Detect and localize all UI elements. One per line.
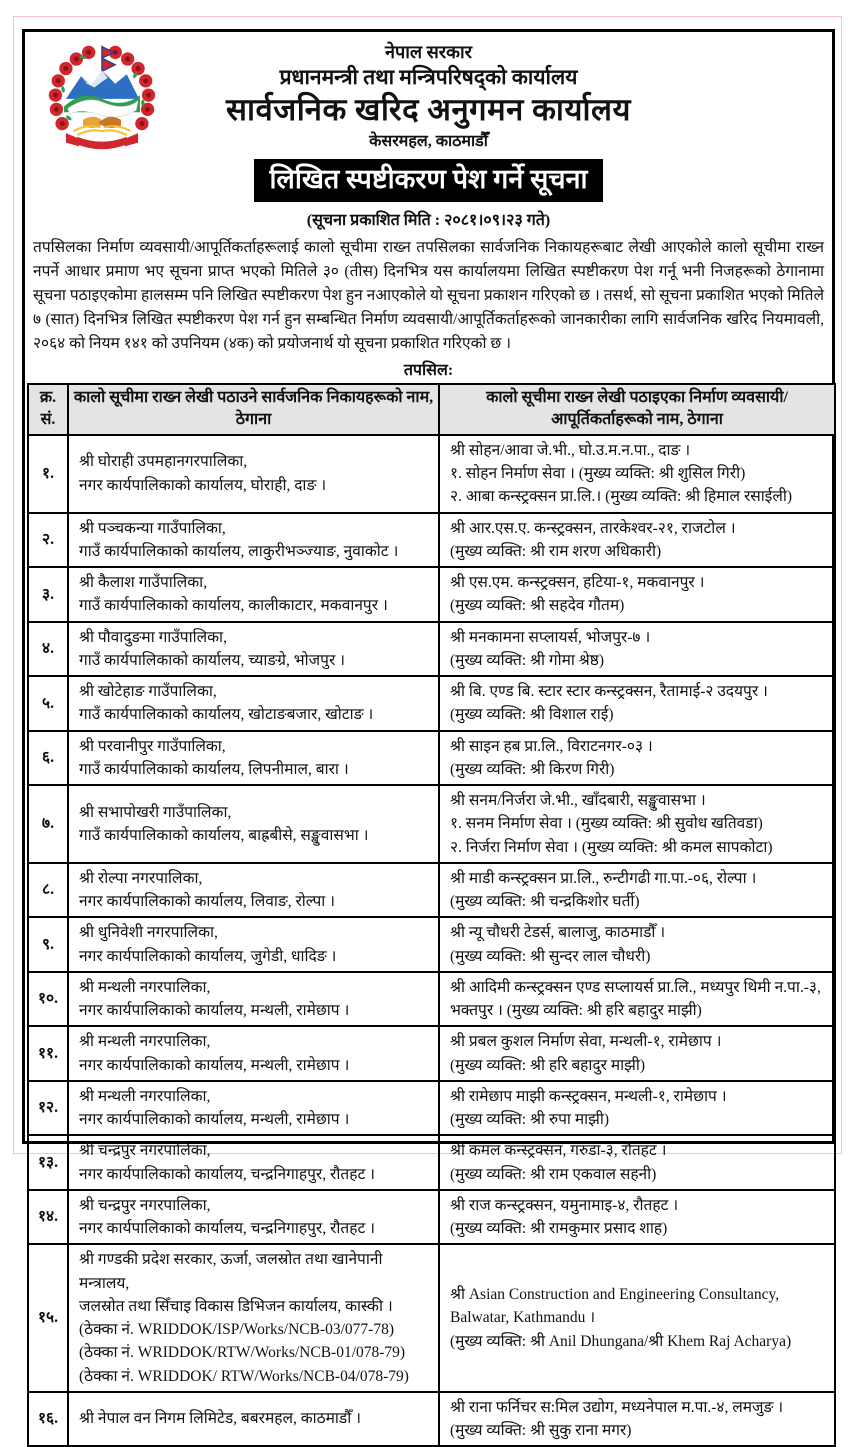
table-row	[28, 917, 835, 972]
emblem-mountains	[66, 70, 139, 99]
contractor-cell-line: (मुख्य व्यक्ति: श्री किरण गिरी)	[450, 760, 615, 778]
serial-number-cell: १५.	[28, 1244, 68, 1392]
agency-cell	[68, 731, 439, 786]
agency-cell-line: श्री मन्थली नगरपालिका,	[79, 978, 211, 996]
serial-number-cell: ३.	[28, 567, 68, 622]
contractor-cell-line: (मुख्य व्यक्ति: श्री हरि बहादुर माझी)	[450, 1056, 646, 1074]
contractor-cell-line: श्री Asian Construction and Engineering Consultancy,	[450, 1286, 780, 1304]
agency-cell-line: श्री खोटेहाङ गाउँपालिका,	[79, 683, 217, 701]
header-serial-number	[28, 384, 68, 435]
contractor-cell	[439, 513, 835, 568]
contractor-cell-line: १. सनम निर्माण सेवा । (मुख्य व्यक्ति: श्री सुवोध खतिवडा)	[450, 815, 763, 833]
serial-number-cell: १.	[28, 435, 68, 513]
agency-cell-line: श्री परवानीपुर गाउँपालिका,	[79, 737, 226, 755]
contractor-cell-line: (मुख्य व्यक्ति: श्री रुपा माझी)	[450, 1111, 609, 1129]
agency-cell	[68, 676, 439, 731]
notice-title-banner: लिखित स्पष्टीकरण पेश गर्ने सूचना	[254, 159, 604, 202]
table-row	[28, 435, 835, 513]
agency-cell-line: श्री गण्डकी प्रदेश सरकार, ऊर्जा, जलस्रोत तथा खानेपानी मन्त्रालय,	[79, 1251, 383, 1292]
notice-document	[22, 29, 835, 1440]
agency-cell-line: नगर कार्यपालिकाको कार्यालय, चन्द्रनिगाहपुर, रौतहट ।	[79, 1165, 376, 1183]
table-row	[28, 1190, 835, 1245]
header-sn-line1: क्र.	[39, 389, 57, 407]
table-row	[28, 1135, 835, 1190]
agency-cell-line: श्री रोल्पा नगरपालिका,	[79, 869, 203, 887]
agency-cell-line: नगर कार्यपालिकाको कार्यालय, मन्थली, रामेछाप ।	[79, 1002, 350, 1020]
contractor-cell-line: श्री रामेछाप माझी कन्स्ट्रक्सन, मन्थली-१, रामेछाप ।	[450, 1087, 727, 1105]
agency-cell	[68, 567, 439, 622]
serial-number-cell: ८.	[28, 863, 68, 918]
publish-date: (सूचना प्रकाशित मिति : २०८१।०९।२३ गते)	[306, 211, 551, 229]
agency-cell-line: श्री पञ्चकन्या गाउँपालिका,	[79, 519, 226, 537]
agency-cell	[68, 622, 439, 677]
contractor-cell-line: (मुख्य व्यक्ति: श्री गोमा श्रेष्ठ)	[450, 651, 605, 669]
serial-number-cell: १४.	[28, 1190, 68, 1245]
contractor-cell-line: श्री प्रबल कुशल निर्माण सेवा, मन्थली-१, रामेछाप ।	[450, 1033, 722, 1051]
contractor-cell-line: श्री राज कन्स्ट्रक्सन, यमुनामाइ-४, रौतहट ।	[450, 1196, 679, 1214]
table-row	[28, 622, 835, 677]
serial-number-cell: ५.	[28, 676, 68, 731]
blacklist-table	[27, 383, 836, 1447]
office-address: केसरमहल, काठमाडौँ	[369, 132, 488, 150]
contractor-cell-line: (मुख्य व्यक्ति: श्री चन्द्रकिशोर घर्ती)	[450, 893, 640, 911]
agency-cell-line: गाउँ कार्यपालिकाको कार्यालय, च्याङग्रे, भोजपुर ।	[79, 651, 346, 669]
nepal-emblem-icon	[43, 40, 161, 154]
agency-cell-line: नगर कार्यपालिकाको कार्यालय, लिवाङ, रोल्पा ।	[79, 893, 336, 911]
contractor-cell	[439, 1026, 835, 1081]
agency-cell-line: (ठेक्का नं. WRIDDOK/ISP/Works/NCB-03/077-78)	[79, 1321, 394, 1339]
contractor-cell-line: (मुख्य व्यक्ति: श्री रामकुमार प्रसाद शाह)	[450, 1220, 668, 1238]
contractor-cell-line: (मुख्य व्यक्ति: श्री विशाल राई)	[450, 706, 614, 724]
header-agency-column	[68, 384, 439, 435]
agency-cell-line: नगर कार्यपालिकाको कार्यालय, मन्थली, रामेछाप ।	[79, 1111, 350, 1129]
agency-cell	[68, 1081, 439, 1136]
contractor-cell-line: श्री मनकामना सप्लायर्स, भोजपुर-७ ।	[450, 628, 651, 646]
table-row	[28, 785, 835, 863]
table-row	[28, 1026, 835, 1081]
header-contractor-column	[439, 384, 835, 435]
contractor-cell	[439, 863, 835, 918]
agency-cell	[68, 863, 439, 918]
contractor-cell-line: श्री सनम/निर्जरा जे.भी., खाँदबारी, सङ्खुवासभा ।	[450, 792, 706, 810]
header-contractor-line1: कालो सूचीमा राख्न लेखी पठाइएका	[486, 389, 686, 407]
agency-cell-line: श्री सभापोखरी गाउँपालिका,	[79, 803, 232, 821]
agency-cell-line: नगर कार्यपालिकाको कार्यालय, घोराही, दाङ ।	[79, 476, 327, 494]
agency-cell	[68, 972, 439, 1027]
agency-cell-line: श्री मन्थली नगरपालिका,	[79, 1087, 211, 1105]
agency-cell	[68, 1135, 439, 1190]
agency-cell-line: श्री चन्द्रपुर नगरपालिका,	[79, 1142, 211, 1160]
agency-cell-line: श्री धुनिवेशी नगरपालिका,	[79, 924, 218, 942]
contractor-cell-line: भक्तपुर । (मुख्य व्यक्ति: श्री हरि बहादुर माझी)	[450, 1002, 702, 1020]
contractor-cell-line: १. सोहन निर्माण सेवा । (मुख्य व्यक्ति: श्री शुसिल गिरी)	[450, 465, 746, 483]
agency-cell-line: नगर कार्यपालिकाको कार्यालय, चन्द्रनिगाहपुर, रौतहट ।	[79, 1220, 376, 1238]
table-row	[28, 513, 835, 568]
agency-cell-line: श्री पौवादुङमा गाउँपालिका,	[79, 628, 227, 646]
serial-number-cell: ९.	[28, 917, 68, 972]
header-sn-line2: सं.	[40, 411, 56, 429]
agency-cell	[68, 917, 439, 972]
contractor-cell-line: श्री आर.एस.ए. कन्स्ट्रक्सन, तारकेश्वर-२१, राजटोल ।	[450, 519, 736, 537]
contractor-cell-line: (मुख्य व्यक्ति: श्री राम एकवाल सहनी)	[450, 1165, 657, 1183]
government-name: नेपाल सरकार	[385, 42, 472, 62]
agency-cell-line: गाउँ कार्यपालिकाको कार्यालय, लाकुरीभञ्ज्याङ, नुवाकोट ।	[79, 542, 399, 560]
table-row	[28, 1081, 835, 1136]
agency-cell-line: गाउँ कार्यपालिकाको कार्यालय, बाह्रबीसे, सङ्खुवासभा ।	[79, 826, 369, 844]
contractor-cell	[439, 1081, 835, 1136]
serial-number-cell: ४.	[28, 622, 68, 677]
notice-body-paragraph: तपसिलका निर्माण व्यवसायी/आपूर्तिकर्ताहरूलाई कालो सूचीमा राख्न तपसिलका सार्वजनिक निकायहरूबाट लेखी आएकोले कालो सूचीमा राख्न नपर्ने आधार प्रमाण भए सूचना प्राप्त भएको मितिले ३० (तीस) दिनभित्र यस कार्यालयमा लिखित स्पष्टीकरण पेश गर्नू भनी निजहरूको ठेगानामा सूचना पठाइएकोमा हालसम्म पनि लिखित स्पष्टीकरण पेश हुन नआएकोले यो सूचना प्रकाशन गरिएको छ । तसर्थ, सो सूचना प्रकाशित भएको मितिले ७ (सात) दिनभित्र लिखित स्पष्टीकरण पेश गर्न हुन सम्बन्धित निर्माण व्यवसायी/आपूर्तिकर्ताहरूको जानकारीका लागि सार्वजनिक खरिद नियमावली, २०६४ को नियम १४१ को उपनियम (४क) को प्रयोजनार्थ यो सूचना प्रकाशित गरिएको छ ।	[33, 238, 824, 352]
agency-cell	[68, 513, 439, 568]
agency-cell	[68, 435, 439, 513]
contractor-cell-line: २. निर्जरा निर्माण सेवा । (मुख्य व्यक्ति: श्री कमल सापकोटा)	[450, 838, 773, 856]
contractor-cell	[439, 917, 835, 972]
contractor-cell	[439, 1135, 835, 1190]
contractor-cell-line: श्री राना फर्निचर स:मिल उद्योग, मध्यनेपाल म.पा.-४, लमजुङ ।	[450, 1398, 784, 1416]
contractor-cell	[439, 435, 835, 513]
table-row	[28, 863, 835, 918]
agency-cell-line: श्री चन्द्रपुर नगरपालिका,	[79, 1196, 211, 1214]
contractor-cell-line: श्री बि. एण्ड बि. स्टार स्टार कन्स्ट्रक्सन, रैतामाई-२ उदयपुर ।	[450, 683, 768, 701]
contractor-cell-line: (मुख्य व्यक्ति: श्री सुन्दर लाल चौधरी)	[450, 947, 651, 965]
table-row	[28, 1244, 835, 1392]
parent-office-name: प्रधानमन्त्री तथा मन्त्रिपरिषद्को कार्यालय	[279, 64, 578, 89]
serial-number-cell: ११.	[28, 1026, 68, 1081]
agency-cell-line: (ठेक्का नं. WRIDDOK/RTW/Works/NCB-01/078-79)	[79, 1344, 406, 1362]
document-header	[27, 34, 830, 230]
agency-cell-line: गाउँ कार्यपालिकाको कार्यालय, लिपनीमाल, बारा ।	[79, 760, 349, 778]
contractor-cell	[439, 567, 835, 622]
contractor-cell-line: श्री न्यू चौधरी टेडर्स, बालाजु, काठमाडौँ ।	[450, 924, 666, 942]
table-row	[28, 1392, 835, 1447]
emblem-grain	[74, 126, 131, 135]
serial-number-cell: ६.	[28, 731, 68, 786]
table-row	[28, 676, 835, 731]
agency-cell	[68, 1190, 439, 1245]
contractor-cell-line: श्री सोहन/आवा जे.भी., घो.उ.म.न.पा., दाङ ।	[450, 441, 691, 459]
contractor-cell-line: श्री कमल कन्स्ट्रक्सन, गरुडा-३, रौतहट ।	[450, 1142, 667, 1160]
office-name: सार्वजनिक खरिद अनुगमन कार्यालय	[226, 91, 631, 127]
contractor-cell-line: (मुख्य व्यक्ति: श्री राम शरण अधिकारी)	[450, 542, 662, 560]
agency-cell	[68, 1026, 439, 1081]
contractor-cell-line: (मुख्य व्यक्ति: श्री सहदेव गौतम)	[450, 597, 625, 615]
table-row	[28, 567, 835, 622]
contractor-cell	[439, 1392, 835, 1447]
serial-number-cell: १३.	[28, 1135, 68, 1190]
serial-number-cell: १६.	[28, 1392, 68, 1447]
agency-cell-line: श्री नेपाल वन निगम लिमिटेड, बबरमहल, काठमाडौँ ।	[79, 1410, 361, 1428]
agency-cell-line: नगर कार्यपालिकाको कार्यालय, जुगेडी, धादिङ ।	[79, 947, 337, 965]
serial-number-cell: ७.	[28, 785, 68, 863]
agency-cell-line: नगर कार्यपालिकाको कार्यालय, मन्थली, रामेछाप ।	[79, 1056, 350, 1074]
agency-cell	[68, 1244, 439, 1392]
contractor-cell	[439, 622, 835, 677]
contractor-cell	[439, 972, 835, 1027]
serial-number-cell: २.	[28, 513, 68, 568]
agency-cell-line: गाउँ कार्यपालिकाको कार्यालय, कालीकाटार, मकवानपुर ।	[79, 597, 388, 615]
agency-cell-line: गाउँ कार्यपालिकाको कार्यालय, खोटाङबजार, खोटाङ ।	[79, 706, 374, 724]
contractor-cell-line: श्री एस.एम. कन्स्ट्रक्सन, हटिया-१, मकवानपुर ।	[450, 574, 705, 592]
contractor-cell	[439, 731, 835, 786]
table-row	[28, 972, 835, 1027]
serial-number-cell: १०.	[28, 972, 68, 1027]
contractor-cell-line: श्री साइन हब प्रा.लि., विराटनगर-०३ ।	[450, 737, 653, 755]
header-agency-line2: सार्वजनिक निकायहरूको नाम, ठेगाना	[235, 389, 434, 429]
contractor-cell-line: श्री माडी कन्स्ट्रक्सन प्रा.लि., रुन्टीगढी गा.पा.-०६, रोल्पा ।	[450, 869, 757, 887]
emblem-ribbon	[66, 133, 138, 149]
contractor-cell-line: (मुख्य व्यक्ति: श्री Anil Dhungana/श्री Khem Raj Acharya)	[450, 1332, 792, 1350]
tapasil-label: तपसिल:	[403, 362, 454, 380]
header-agency-line1: कालो सूचीमा राख्न लेखी पठाउने	[73, 389, 258, 407]
table-row	[28, 731, 835, 786]
header-contractor-line2: निर्माण व्यवसायी/आपूर्तिकर्ताहरूको नाम, ठेगाना	[551, 389, 788, 429]
contractor-cell	[439, 1244, 835, 1392]
serial-number-cell: १२.	[28, 1081, 68, 1136]
table-header-row	[28, 384, 835, 435]
contractor-cell-line: २. आबा कन्स्ट्रक्सन प्रा.लि.। (मुख्य व्यक्ति: श्री हिमाल रसाईली)	[450, 488, 793, 506]
contractor-cell-line: Balwatar, Kathmandu ।	[450, 1309, 596, 1327]
contractor-cell-line: (मुख्य व्यक्ति: श्री सुकु राना मगर)	[450, 1422, 632, 1440]
agency-cell	[68, 1392, 439, 1447]
agency-cell-line: श्री घोराही उपमहानगरपालिका,	[79, 453, 248, 471]
contractor-cell-line: श्री आदिमी कन्स्ट्रक्सन एण्ड सप्लायर्स प्रा.लि., मध्यपुर थिमी न.पा.-३,	[450, 978, 821, 996]
agency-cell-line: जलस्रोत तथा सिँचाइ विकास डिभिजन कार्यालय, कास्की ।	[79, 1297, 393, 1315]
agency-cell-line: श्री कैलाश गाउँपालिका,	[79, 574, 208, 592]
agency-cell-line: (ठेक्का नं. WRIDDOK/ RTW/Works/NCB-04/078-79)	[79, 1367, 409, 1385]
contractor-cell	[439, 1190, 835, 1245]
agency-cell	[68, 785, 439, 863]
agency-cell-line: श्री मन्थली नगरपालिका,	[79, 1033, 211, 1051]
contractor-cell	[439, 676, 835, 731]
contractor-cell	[439, 785, 835, 863]
